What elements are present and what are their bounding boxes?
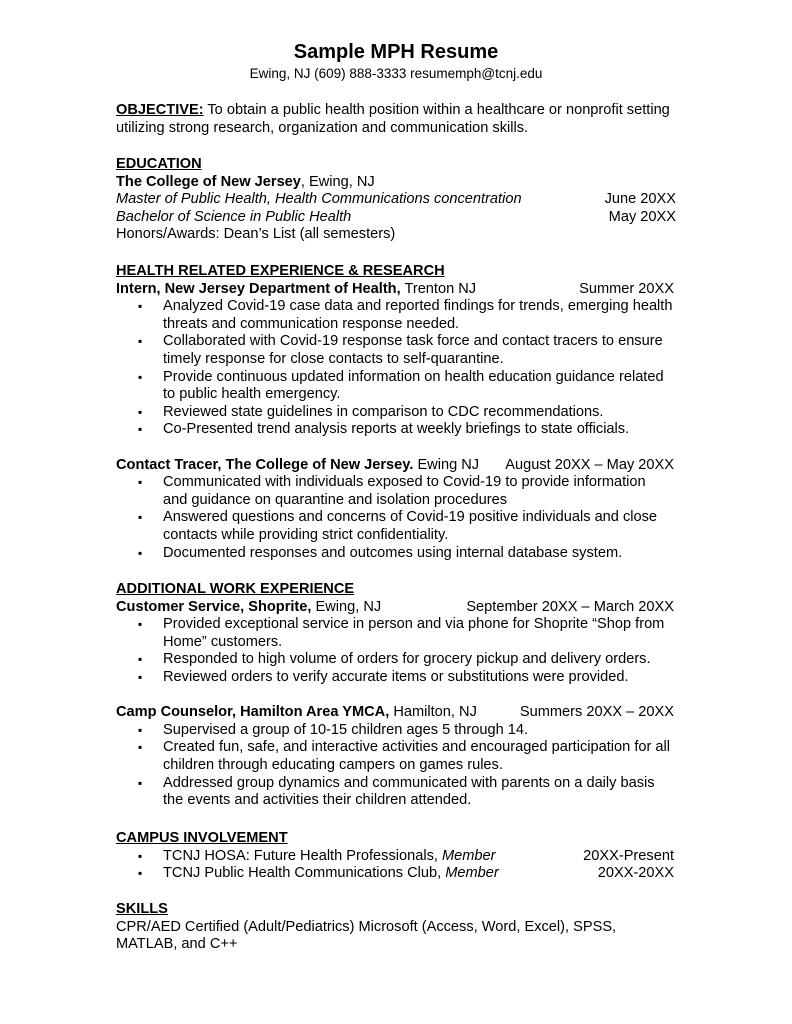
resume-name: Sample MPH Resume bbox=[293, 41, 499, 63]
job-date: September 20XX – March 20XX bbox=[466, 598, 674, 615]
list-item: ▪ Provide continuous updated information on health education guidance related to public health emergency. bbox=[116, 369, 674, 404]
health-experience-section bbox=[116, 263, 674, 562]
list-item: ▪ Documented responses and outcomes using internal database system. bbox=[116, 545, 674, 563]
job-location: Ewing, NJ bbox=[311, 598, 382, 615]
job-title: Contact Tracer, The College of New Jersey. bbox=[116, 456, 414, 473]
health-experience-heading: HEALTH RELATED EXPERIENCE & RESEARCH bbox=[116, 263, 445, 279]
list-item: ▪ Reviewed orders to verify accurate items or substitutions were provided. bbox=[116, 669, 674, 687]
job-location: Trenton NJ bbox=[400, 280, 477, 297]
job-header-row bbox=[116, 704, 674, 722]
campus-date: 20XX-Present bbox=[583, 847, 674, 864]
degree-row bbox=[116, 209, 676, 227]
skills-text: CPR/AED Certified (Adult/Pediatrics) Microsoft (Access, Word, Excel), SPSS, MATLAB, and C++ bbox=[116, 918, 617, 953]
list-item bbox=[116, 865, 674, 883]
objective-text: To obtain a public health position within a healthcare or nonprofit setting utilizing strong research, organization and communication skills. bbox=[116, 102, 670, 136]
job-title: Intern, New Jersey Department of Health, bbox=[116, 280, 401, 297]
list-item: ▪ Co-Presented trend analysis reports at weekly briefings to state officials. bbox=[116, 421, 674, 439]
job-bullets bbox=[116, 616, 674, 686]
degree-row bbox=[116, 191, 676, 209]
honors-row: Honors/Awards: Dean’s List (all semesters) bbox=[116, 226, 396, 243]
campus-org: TCNJ HOSA: Future Health Professionals, bbox=[163, 847, 442, 864]
degree-title: Master of Public Health, Health Communications concentration bbox=[116, 191, 522, 208]
list-item: ▪ Communicated with individuals exposed to Covid-19 to provide information and guidance on quarantine and isolation procedures bbox=[116, 474, 674, 509]
skills-section bbox=[116, 901, 646, 954]
list-item: ▪ Responded to high volume of orders for grocery pickup and delivery orders. bbox=[116, 651, 674, 669]
job-header-row bbox=[116, 457, 674, 475]
campus-section bbox=[116, 830, 674, 883]
job-title: Camp Counselor, Hamilton Area YMCA, bbox=[116, 704, 390, 721]
work-experience-heading: ADDITIONAL WORK EXPERIENCE bbox=[116, 581, 355, 597]
job-date: Summers 20XX – 20XX bbox=[519, 704, 674, 721]
campus-role: Member bbox=[442, 847, 496, 864]
degree-date: June 20XX bbox=[604, 191, 676, 208]
job-location: Ewing NJ bbox=[413, 456, 480, 473]
list-item: ▪ Analyzed Covid-19 case data and reported findings for trends, emerging health threats and communication response needed. bbox=[116, 298, 674, 333]
degree-date: May 20XX bbox=[608, 208, 676, 225]
job-date: Summer 20XX bbox=[579, 280, 674, 297]
campus-list bbox=[116, 848, 674, 883]
list-item: ▪ Provided exceptional service in person and via phone for Shoprite “Shop from Home” customers. bbox=[116, 616, 674, 651]
list-item bbox=[116, 848, 674, 866]
degree-title: Bachelor of Science in Public Health bbox=[116, 208, 352, 225]
list-item: ▪ Reviewed state guidelines in comparison to CDC recommendations. bbox=[116, 404, 674, 422]
job-date: August 20XX – May 20XX bbox=[505, 456, 674, 473]
campus-role: Member bbox=[445, 865, 499, 882]
list-item: ▪ Created fun, safe, and interactive activities and encouraged participation for all children through educating campers on games rules. bbox=[116, 739, 674, 774]
list-item: ▪ Answered questions and concerns of Covid-19 positive individuals and close contacts while providing strict confidentiality. bbox=[116, 509, 674, 544]
education-section bbox=[116, 156, 676, 244]
job-header-row bbox=[116, 281, 674, 299]
school-location: , Ewing, NJ bbox=[300, 173, 375, 190]
job-title: Customer Service, Shoprite, bbox=[116, 598, 312, 615]
school-name: The College of New Jersey bbox=[116, 173, 301, 190]
job-bullets bbox=[116, 474, 674, 562]
job-bullets bbox=[116, 722, 674, 810]
campus-heading: CAMPUS INVOLVEMENT bbox=[116, 830, 288, 846]
school-row bbox=[116, 174, 676, 192]
campus-date: 20XX-20XX bbox=[597, 865, 674, 882]
work-experience-section bbox=[116, 581, 674, 810]
contact-line: Ewing, NJ (609) 888-3333 resumemph@tcnj.edu bbox=[249, 66, 543, 81]
job-bullets bbox=[116, 298, 674, 439]
job-header-row bbox=[116, 599, 674, 617]
list-item: ▪ Collaborated with Covid-19 response task force and contact tracers to ensure timely response for close contacts to self-quarantine. bbox=[116, 333, 674, 368]
skills-heading: SKILLS bbox=[116, 901, 168, 917]
education-heading: EDUCATION bbox=[116, 156, 202, 172]
campus-org: TCNJ Public Health Communications Club, bbox=[163, 865, 446, 882]
list-item: ▪ Addressed group dynamics and communicated with parents on a daily basis the events and activities their children attended. bbox=[116, 775, 674, 810]
objective-section bbox=[116, 102, 676, 137]
objective-label: OBJECTIVE: bbox=[116, 102, 204, 118]
job-location: Hamilton, NJ bbox=[389, 704, 477, 721]
list-item: ▪ Supervised a group of 10-15 children ages 5 through 14. bbox=[116, 722, 674, 740]
